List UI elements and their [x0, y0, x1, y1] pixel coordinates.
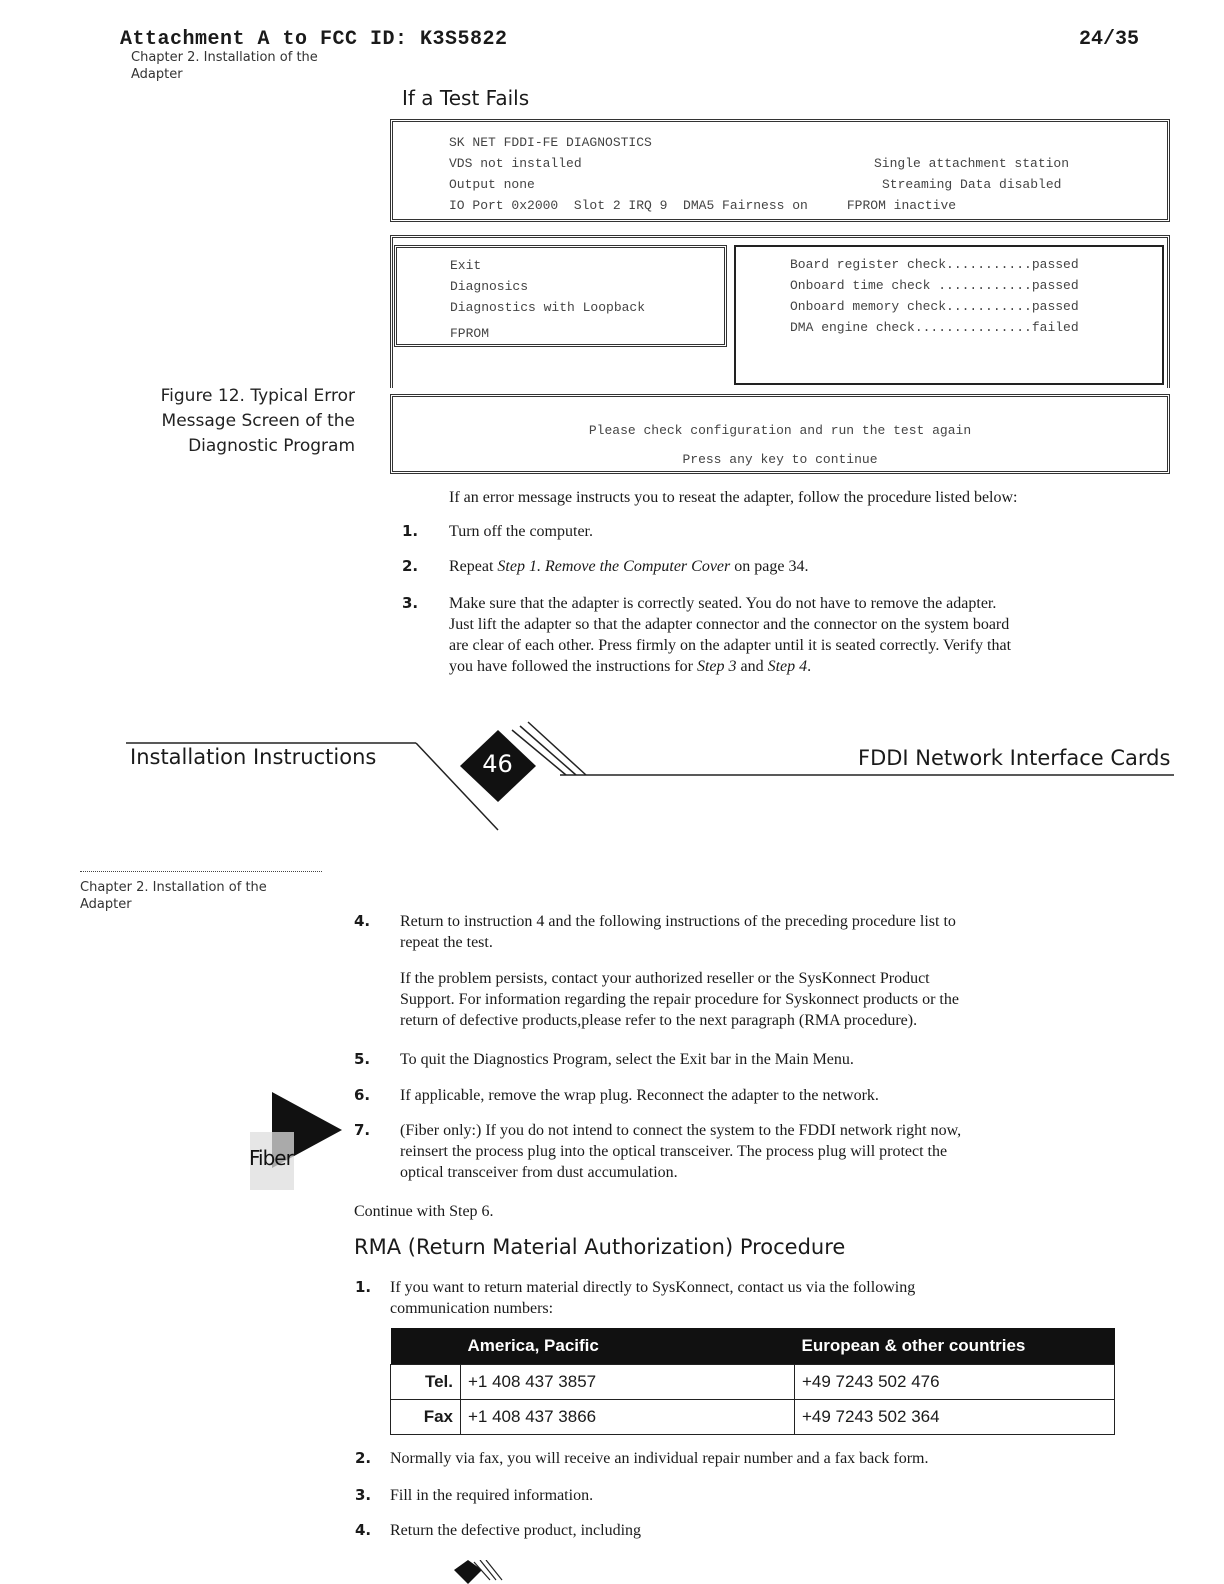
screen-title: SK NET FDDI-FE DIAGNOSTICS — [449, 135, 652, 150]
chapter-label-line2: Adapter — [80, 897, 132, 912]
figure-caption-line3: Diagnostic Program — [188, 436, 355, 456]
footer-right-title: FDDI Network Interface Cards — [858, 746, 1171, 770]
error-message-box — [390, 394, 1170, 474]
step-text: Make sure that the adapter is correctly seated. You do not have to remove the adapter. Just lift the adapter so that the adapter connector and the connector on the system board are clear of each other. Press firmly on the adapter until it is seated correctly. Verify that you have followed the instructions for Step 3 and Step 4. — [449, 595, 1012, 675]
america-value: +1 408 437 3857 — [461, 1365, 795, 1400]
step-text: Turn off the computer. — [449, 523, 593, 540]
chapter-label-line2: Adapter — [131, 67, 183, 82]
step-text: If you want to return material directly to SysKonnect, contact us via the following communication numbers: — [390, 1279, 916, 1317]
check-onboard-time: Onboard time check ............passed — [790, 278, 1079, 293]
document-page-count: 24/35 — [1078, 28, 1139, 51]
table-header-america: America, Pacific — [461, 1328, 795, 1365]
intro-paragraph: If an error message instructs you to reseat the adapter, follow the procedure listed below: — [449, 489, 1018, 506]
check-dma-engine: DMA engine check...............failed — [790, 320, 1079, 335]
step-3 — [402, 593, 1162, 683]
footer-ornament — [120, 720, 1180, 835]
diagnostics-menu — [394, 245, 727, 347]
page-number: 46 — [482, 750, 513, 778]
chapter-label — [131, 49, 318, 83]
step-text: Normally via fax, you will receive an individual repair number and a fax back form. — [390, 1450, 929, 1467]
figure-caption-line1: Figure 12. Typical Error — [160, 386, 355, 406]
check-board-register: Board register check...........passed — [790, 257, 1079, 272]
screen-vds: VDS not installed — [449, 156, 582, 171]
step-reference: Step 1. Remove the Computer Cover — [497, 558, 731, 575]
step-number: 6. — [354, 1086, 371, 1104]
europe-value: +49 7243 502 364 — [795, 1400, 1115, 1435]
table-header-blank — [391, 1328, 461, 1365]
step-number: 7. — [354, 1121, 371, 1139]
step-number: 2. — [355, 1449, 372, 1467]
page2-header-rule — [80, 871, 322, 872]
step-text: Return to instruction 4 and the following instructions of the preceding procedure list to repeat the test. — [400, 913, 956, 951]
table-header-europe: European & other countries — [795, 1328, 1115, 1365]
fiber-icon — [246, 1088, 346, 1196]
screen-output: Output none — [449, 177, 535, 192]
step-7 — [354, 1120, 1154, 1186]
europe-value: +49 7243 502 476 — [795, 1365, 1115, 1400]
step-number: 4. — [354, 912, 371, 930]
step-number: 3. — [355, 1486, 372, 1504]
table-row — [391, 1400, 1115, 1435]
footer-left-title: Installation Instructions — [130, 745, 377, 769]
step-4 — [354, 911, 1154, 957]
step-number: 2. — [402, 557, 419, 575]
step-text: To quit the Diagnostics Program, select the Exit bar in the Main Menu. — [400, 1051, 854, 1068]
menu-item-diagnostics[interactable]: Diagnosics — [450, 279, 529, 294]
row-label: Fax — [391, 1400, 461, 1435]
diagnostics-results — [734, 245, 1164, 385]
chapter-label-line1: Chapter 2. Installation of the — [80, 880, 267, 895]
chapter-label-line1: Chapter 2. Installation of the — [131, 50, 318, 65]
document-header-title: Attachment A to FCC ID: K3S5822 — [120, 28, 508, 51]
step-number: 1. — [355, 1278, 372, 1296]
step-text: (Fiber only:) If you do not intend to connect the system to the FDDI network right now, reinsert the process plug into the optical transceiver. The process plug will protect the optical transceiver from dust accumulation. — [400, 1122, 962, 1181]
table-header-row — [391, 1328, 1115, 1365]
fiber-arrow-icon — [246, 1088, 346, 1196]
section-title-rma: RMA (Return Material Authorization) Procedure — [354, 1235, 846, 1259]
america-value: +1 408 437 3866 — [461, 1400, 795, 1435]
persist-paragraph: If the problem persists, contact your authorized reseller or the SysKonnect Product Support. For information regarding the repair procedure for Syskonnect products or the return of defective products,please refer to the next paragraph (RMA procedure). — [400, 970, 959, 1029]
check-onboard-memory: Onboard memory check...........passed — [790, 299, 1079, 314]
rma-step-1 — [355, 1277, 1155, 1321]
table-row — [391, 1365, 1115, 1400]
diagnostics-status-panel — [390, 119, 1170, 222]
bottom-ornament — [440, 1560, 510, 1584]
step-text: Repeat Step 1. Remove the Computer Cover on page 34. — [449, 558, 809, 575]
menu-item-diagnostics-loopback[interactable]: Diagnostics with Loopback — [450, 300, 646, 315]
section-title-test-fails: If a Test Fails — [402, 86, 530, 110]
screen-streaming: Streaming Data disabled — [882, 177, 1062, 192]
screen-io-port: IO Port 0x2000 Slot 2 IRQ 9 DMA5 Fairness on FPROM inactive — [449, 198, 957, 213]
step-number: 4. — [355, 1521, 372, 1539]
continue-text: Continue with Step 6. — [354, 1203, 494, 1220]
menu-item-exit[interactable]: Exit — [450, 258, 482, 273]
step-number: 1. — [402, 522, 419, 540]
menu-item-fprom[interactable]: FPROM — [450, 326, 490, 341]
row-label: Tel. — [391, 1365, 461, 1400]
step-text: Return the defective product, including — [390, 1522, 642, 1539]
step-number: 5. — [354, 1050, 371, 1068]
screen-attachment: Single attachment station — [874, 156, 1070, 171]
error-message: Please check configuration and run the test again — [588, 423, 972, 438]
fiber-label: Fiber — [249, 1146, 293, 1170]
figure-caption-line2: Message Screen of the — [161, 411, 355, 431]
step-text: If applicable, remove the wrap plug. Reconnect the adapter to the network. — [400, 1087, 879, 1104]
contact-table — [390, 1328, 1115, 1435]
step-text: Fill in the required information. — [390, 1487, 594, 1504]
figure-caption — [100, 384, 355, 459]
chapter-label-page2 — [80, 879, 267, 913]
step-number: 3. — [402, 594, 419, 612]
continue-prompt: Press any key to continue — [682, 452, 878, 467]
